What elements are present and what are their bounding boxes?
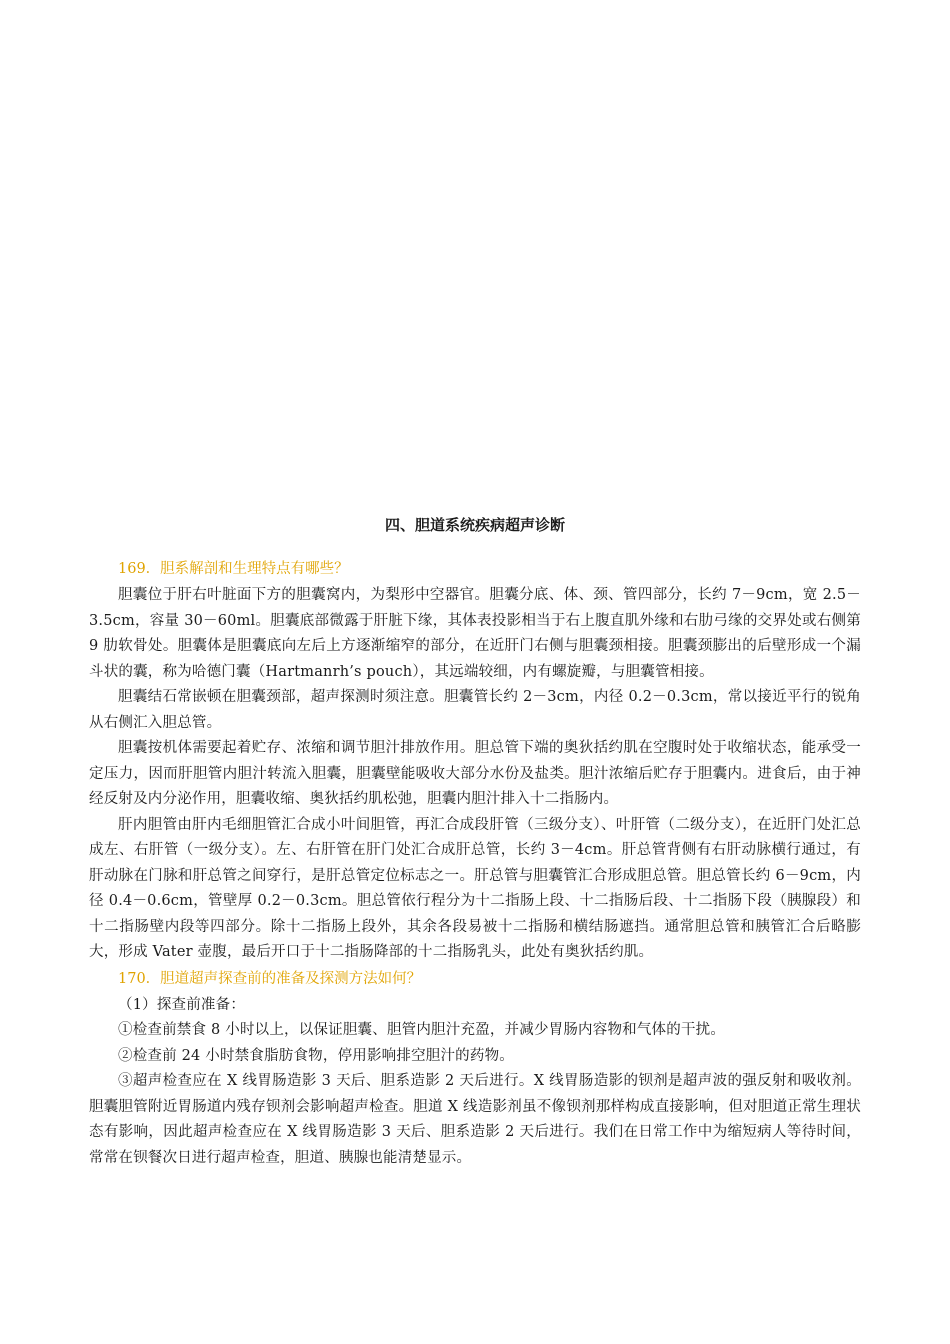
paragraph: 胆囊位于肝右叶脏面下方的胆囊窝内，为梨形中空器官。胆囊分底、体、颈、管四部分，长约 7－9cm，宽 2.5－3.5cm，容量 30－60ml。胆囊底部微露于肝脏下缘，其体表投影相当于右上腹直肌外缘和右肋弓缘的交界处或右侧第 9 肋软骨处。胆囊体是胆囊底向左后上方逐渐缩窄的部分，在近肝门右侧与胆囊颈相接。胆囊颈膨出的后壁形成一个漏斗状的囊，称为哈德门囊（Hartmanrh’s pouch），其远端较细，内有螺旋瓣，与胆囊管相接。 xyxy=(89,587,861,680)
paragraph: ③超声检查应在 X 线胃肠造影 3 天后、胆系造影 2 天后进行。X 线胃肠造影的钡剂是超声波的强反射和吸收剂。胆囊胆管附近胃肠道内残存钡剂会影响超声检查。胆道 X 线造影剂虽不像钡剂那样构成直接影响，但对胆道正常生理状态有影响，因此超声检查应在 X 线胃肠造影 3 天后、胆系造影 2 天后进行。我们在日常工作中为缩短病人等待时间，常常在钡餐次日进行超声检查，胆道、胰腺也能清楚显示。 xyxy=(89,1073,861,1166)
paragraph: 胆囊按机体需要起着贮存、浓缩和调节胆汁排放作用。胆总管下端的奥狄括约肌在空腹时处于收缩状态，能承受一定压力，因而肝胆管内胆汁转流入胆囊，胆囊壁能吸收大部分水份及盐类。胆汁浓缩后贮存于胆囊内。进食后，由于神经反射及内分泌作用，胆囊收缩、奥狄括约肌松弛，胆囊内胆汁排入十二指肠内。 xyxy=(89,740,861,807)
question-169-title: 169．胆系解剖和生理特点有哪些？ xyxy=(118,561,349,577)
paragraph: ①检查前禁食 8 小时以上，以保证胆囊、胆管内胆汁充盈，并减少胃肠内容物和气体的干扰。 xyxy=(118,1022,726,1038)
question-170-title: 170．胆道超声探查前的准备及探测方法如何？ xyxy=(118,970,422,987)
document-page xyxy=(89,512,861,1171)
paragraph: 胆囊结石常嵌顿在胆囊颈部，超声探测时须注意。胆囊管长约 2－3cm，内径 0.2－0.3cm，常以接近平行的锐角从右侧汇入胆总管。 xyxy=(89,689,861,731)
paragraph: （1）探查前准备： xyxy=(118,996,246,1013)
section-title: 四、胆道系统疾病超声诊断 xyxy=(384,516,565,534)
paragraph: 肝内胆管由肝内毛细胆管汇合成小叶间胆管，再汇合成段肝管（三级分支）、叶肝管（二级分支），在近肝门处汇总成左、右肝管（一级分支）。左、右肝管在肝门处汇合成肝总管，长约 3－4cm。肝总管背侧有右肝动脉横行通过，有肝动脉在门脉和肝总管之间穿行，是肝总管定位标志之一。肝总管与胆囊管汇合形成胆总管。胆总管长约 6－9cm，内径 0.4－0.6cm，管壁厚 0.2－0.3cm。胆总管依行程分为十二指肠上段、十二指肠后段、十二指肠下段（胰腺段）和十二指肠壁内段等四部分。除十二指肠上段外，其余各段易被十二指肠和横结肠遮挡。通常胆总管和胰管汇合后略膨大，形成 Vater 壶腹，最后开口于十二指肠降部的十二指肠乳头，此处有奥狄括约肌。 xyxy=(89,816,861,960)
paragraph: ②检查前 24 小时禁食脂肪食物，停用影响排空胆汁的药物。 xyxy=(118,1047,514,1064)
